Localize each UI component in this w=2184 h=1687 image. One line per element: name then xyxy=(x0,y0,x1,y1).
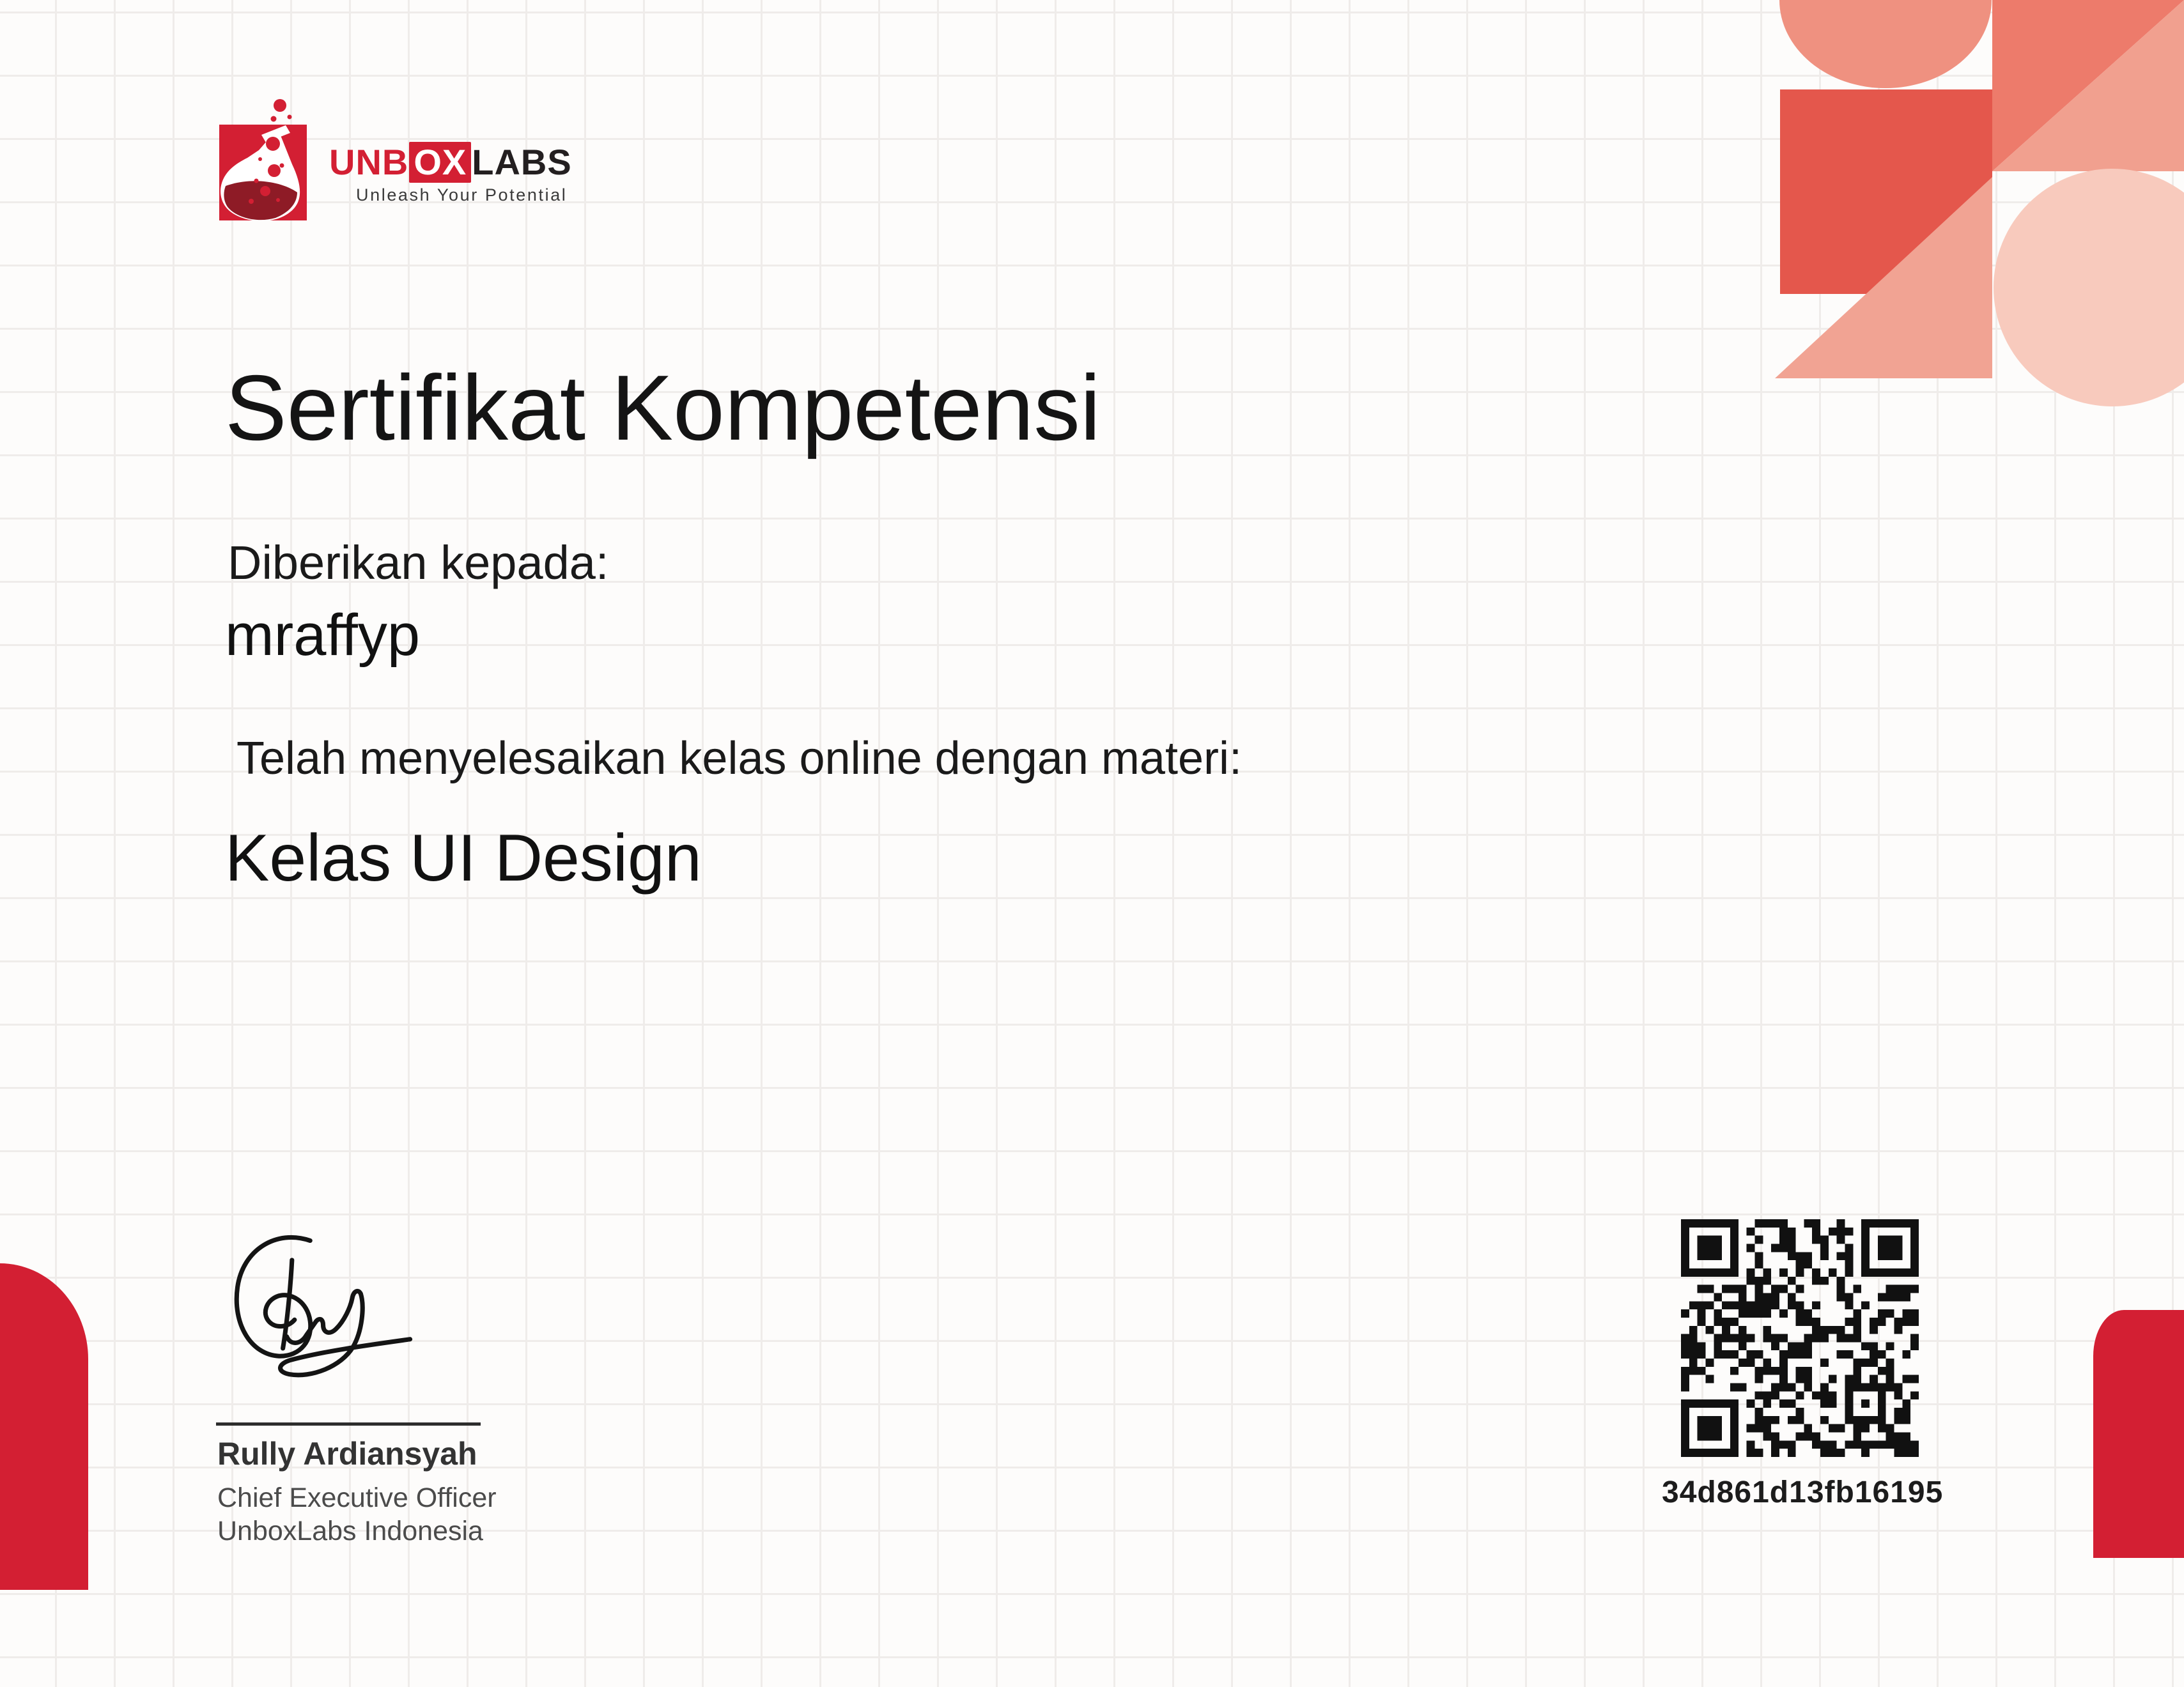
semicircle-shape xyxy=(1779,0,1992,88)
completion-statement: Telah menyelesaikan kelas online dengan materi: xyxy=(236,733,1242,784)
recipient-name: mraffyp xyxy=(225,603,421,668)
signature-divider xyxy=(216,1422,481,1426)
flask-icon xyxy=(219,96,307,220)
unboxlabs-logo xyxy=(219,96,628,224)
qr-code xyxy=(1681,1219,1919,1457)
course-name: Kelas UI Design xyxy=(225,821,702,895)
left-arch-decoration xyxy=(0,1263,88,1590)
signatory-name: Rully Ardiansyah xyxy=(217,1436,477,1472)
logo-tagline: Unleash Your Potential xyxy=(356,185,568,204)
verification-code: 34d861d13fb16195 xyxy=(1662,1475,1944,1509)
wordmark xyxy=(329,142,572,183)
signatory-role: Chief Executive Officer xyxy=(217,1483,497,1513)
circle-shape xyxy=(1994,169,2184,406)
right-arch-decoration xyxy=(2093,1310,2184,1558)
certificate-title: Sertifikat Kompetensi xyxy=(225,356,1101,459)
wordmark-ox-box: OX xyxy=(409,142,471,183)
recipient-label: Diberikan kepada: xyxy=(228,536,609,589)
corner-decoration-shapes xyxy=(1775,0,2184,409)
signature-image xyxy=(214,1226,428,1385)
signatory-organization: UnboxLabs Indonesia xyxy=(217,1516,483,1546)
wordmark-labs: LABS xyxy=(472,142,572,182)
wordmark-unb: UNB xyxy=(329,142,409,182)
